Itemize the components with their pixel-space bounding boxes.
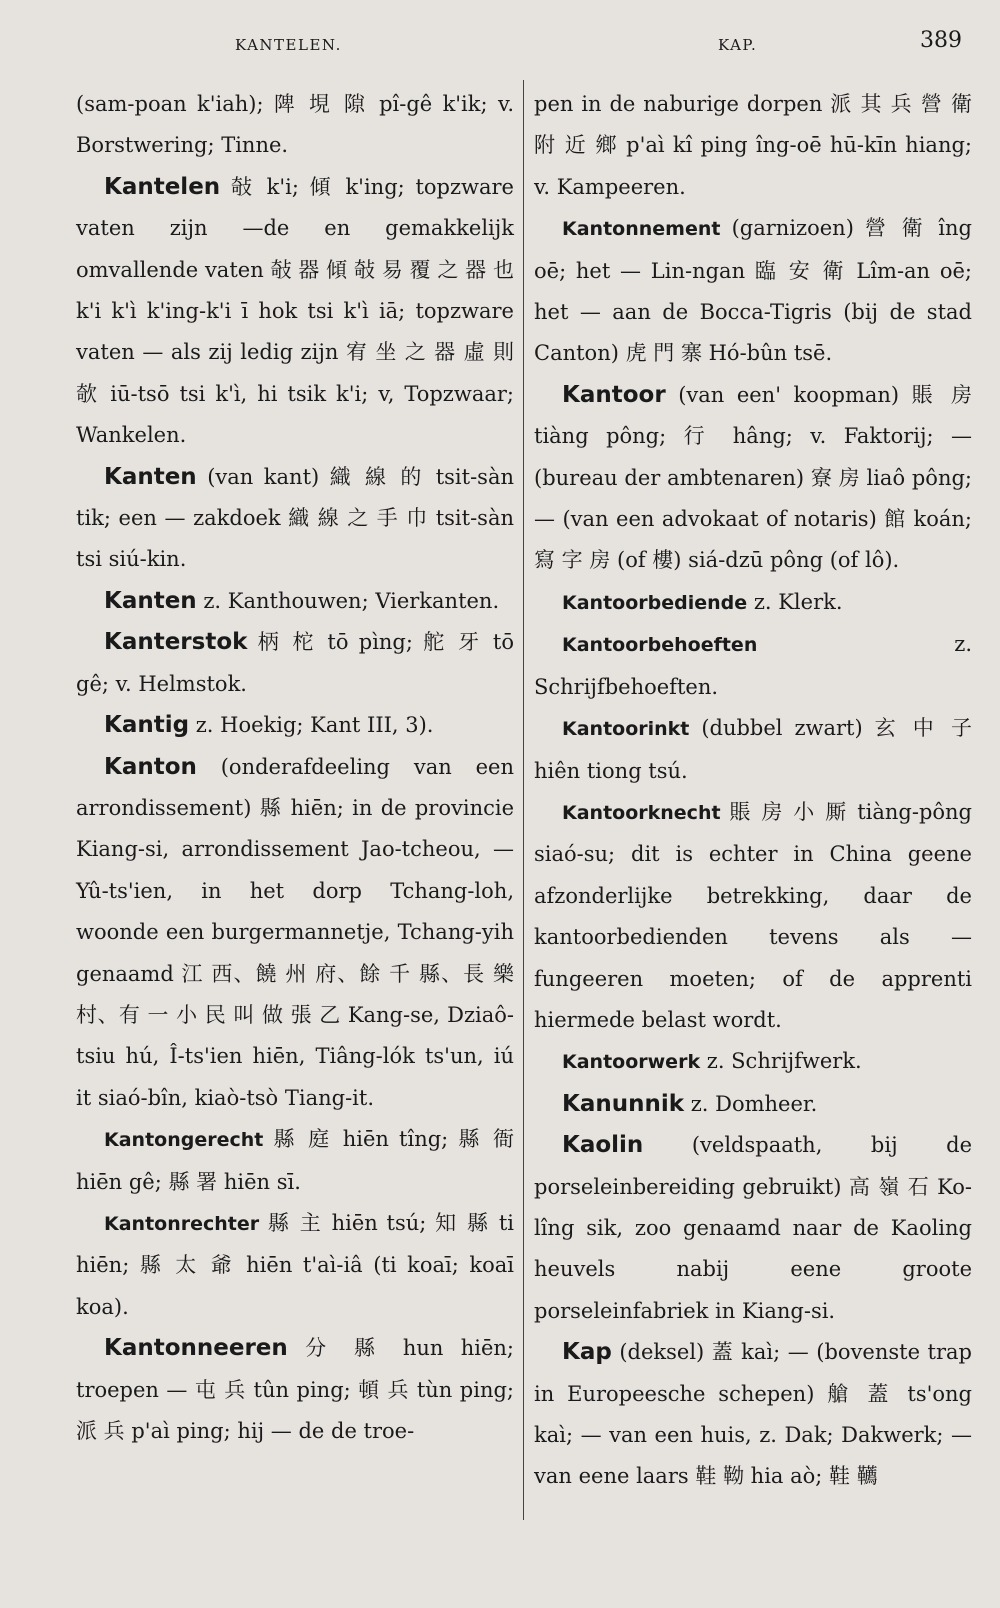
dictionary-entry — [76, 1203, 514, 1328]
entry-text: z. Hoekig; Kant III, 3). — [189, 713, 434, 738]
dictionary-entry — [534, 1332, 972, 1498]
dictionary-entry — [534, 708, 972, 792]
entry-text: (dubbel zwart) 玄 中 子 hiên tiong tsú. — [534, 716, 972, 783]
entry-text: 縣 主 hiēn tsú; 知 縣 ti hiēn; 縣 太 爺 hiēn t'aì-iâ (ti koaī; koaī koa). — [76, 1210, 514, 1319]
running-head-left: KANTELEN. — [235, 36, 342, 54]
entry-headword: Kantoorinkt — [562, 718, 690, 741]
dictionary-entry — [534, 792, 972, 1041]
dictionary-entry — [76, 1119, 514, 1203]
entry-text: z. Domheer. — [684, 1091, 818, 1116]
entry-headword: Kaolin — [562, 1132, 644, 1159]
entry-text: (veldspaath, bij de porseleinbereiding gebruikt) 高 嶺 石 Ko-lîng sik, zoo genaamd naar de Kaoling heuvels nabij eene groote porseleinfabriek in Kiang-si. — [534, 1133, 972, 1323]
entry-text: 賬 房 小 厮 tiàng-pông siaó-su; dit is echter in China geene afzonderlijke betrekking, daar de kantoorbedienden tevens als — fungeeren moeten; of de apprenti hiermede belast wordt. — [534, 799, 972, 1032]
dictionary-entry — [534, 1125, 972, 1332]
entry-text: (deksel) 蓋 kaì; — (bovenste trap in Europeesche schepen) 艙 蓋 ts'ong kaì; — van een huis, z. Dak; Dakwerk; — van eene laars 鞋 靿 hia aò; 鞋 韉 — [534, 1340, 972, 1489]
dictionary-entry — [534, 208, 972, 375]
dictionary-entry — [534, 582, 972, 624]
dictionary-entry — [534, 624, 972, 708]
entry-headword: Kanunnik — [562, 1090, 685, 1117]
entry-headword: Kantoorbediende — [562, 591, 748, 614]
entry-headword: Kantoorwerk — [562, 1051, 701, 1074]
entry-headword: Kantoor — [562, 381, 666, 408]
entry-text: z. Schrijfbehoeften. — [534, 632, 972, 699]
entry-text: 分 縣 hun hiēn; troepen — 屯 兵 tûn ping; 頓 兵 tùn ping; 派 兵 p'aì ping; hij — de de troe- — [76, 1336, 514, 1443]
dictionary-entry — [534, 1084, 972, 1125]
entry-headword: Kanten — [104, 587, 197, 614]
entry-text: (garnizoen) 營 衛 îng oē; het — Lin-ngan 臨 安 衛 Lîm-an oē; het — aan de Bocca-Tigris (bij de stad Canton) 虎 門 寨 Hó-bûn tsē. — [534, 216, 972, 366]
entry-headword: Kantonrechter — [104, 1212, 260, 1235]
entry-headword: Kanterstok — [104, 629, 248, 656]
dictionary-entry — [76, 581, 514, 622]
entry-headword: Kantongerecht — [104, 1129, 264, 1152]
right-column — [534, 84, 972, 1498]
column-rule — [523, 80, 524, 1520]
dictionary-entry — [76, 747, 514, 1120]
entry-headword: Kantoorbehoeften — [562, 634, 758, 657]
left-column — [76, 84, 514, 1452]
entry-continuation — [76, 84, 514, 167]
entry-text: 柄 柁 tō pìng; 舵 牙 tō gê; v. Helmstok. — [76, 630, 514, 696]
entry-text: (van kant) 織 線 的 tsit-sàn tik; een — zakdoek 織 線 之 手 巾 tsit-sàn tsi siú-kin. — [76, 464, 514, 572]
entry-text: (van een' koopman) 賬 房 tiàng pông; 行 hâng; v. Faktorij; — (bureau der ambtenaren) 寮 房 liaô pông; — (van een advokaat of notaris) 館 koán; 寫 字 房 (of 樓) siá-dzū pông (of lô). — [534, 382, 972, 573]
dictionary-entry — [76, 705, 514, 746]
entry-headword: Kantonneeren — [104, 1335, 288, 1362]
entry-headword: Kanten — [104, 463, 197, 490]
dictionary-entry — [534, 375, 972, 582]
entry-headword: Kanton — [104, 753, 197, 780]
entry-continuation — [534, 84, 972, 208]
entry-headword: Kantonnement — [562, 218, 721, 241]
entry-text: (onderafdeeling van een arrondissement) 縣 hiēn; in de provincie Kiang-si, arrondissement Jao-tcheou, — Yû-ts'ien, in het dorp Tchang-loh, woonde een burgermannetje, Tchang-yih genaamd 江 西、饒 州 府、餘 千 縣、長 樂 村、有 一 小 民 叫 做 張 乙 Kang-se, Dziaô-tsiu hú, Î-ts'ien hiēn, Tiâng-lók ts'un, iú it siaó-bîn, kiaò-tsò Tiang-it. — [76, 754, 514, 1110]
entry-text: (sam-poan k'iah); 陴 垷 隙 pî-gê k'ik; v. Borstwering; Tinne. — [76, 92, 514, 158]
dictionary-entry — [76, 1328, 514, 1452]
entry-text: pen in de naburige dorpen 派 其 兵 營 衛 附 近 鄉 p'aì kî ping îng-oē hū-kīn hiang; v. Kampeeren. — [534, 92, 972, 199]
running-head-right: KAP. — [718, 36, 758, 54]
entry-headword: Kantoorknecht — [562, 801, 721, 824]
entry-text: 敧 k'i; 傾 k'ing; topzware vaten zijn —de en gemakkelijk omvallende vaten 敧 器 傾 敧 易 覆 之 器 也 k'i k'ì k'ing-k'i ī hok tsi k'ì iā; topzware vaten — als zij ledig zijn 宥 坐 之 器 虛 則 欹 iū-tsō tsi k'ì, hi tsik k'i; v, Topzwaar; Wankelen. — [76, 174, 514, 448]
dictionary-entry — [534, 1041, 972, 1083]
entry-text: z. Klerk. — [747, 589, 843, 614]
page-number: 389 — [920, 28, 962, 53]
entry-headword: Kantelen — [104, 173, 221, 200]
dictionary-entry — [76, 622, 514, 705]
entry-text: z. Kanthouwen; Vierkanten. — [196, 588, 500, 613]
dictionary-entry — [76, 167, 514, 457]
entry-text: 縣 庭 hiēn tîng; 縣 衙 hiēn gê; 縣 署 hiēn sī. — [76, 1127, 514, 1194]
entry-text: z. Schrijfwerk. — [700, 1049, 862, 1074]
entry-headword: Kap — [562, 1339, 612, 1366]
dictionary-entry — [76, 457, 514, 581]
entry-headword: Kantig — [104, 712, 190, 739]
